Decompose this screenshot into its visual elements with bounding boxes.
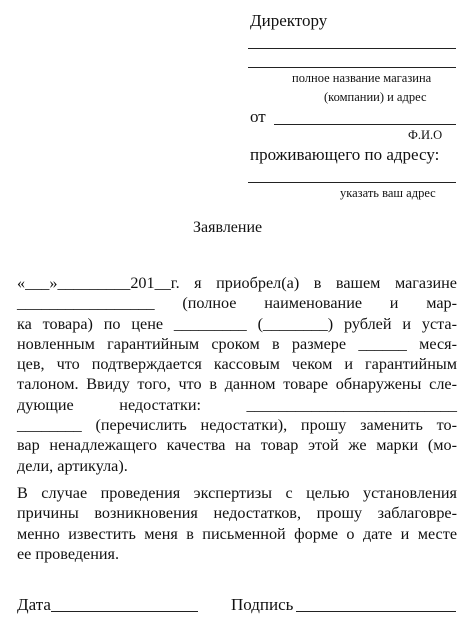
paragraph-line: цев, что подтверждается кассовым чеком и гарантийным bbox=[17, 355, 457, 374]
document-title: Заявление bbox=[193, 219, 263, 236]
paragraph-line: причины возникновения недостатков, прошу заблаговре- bbox=[17, 504, 457, 523]
paragraph-line: _________________ (полное наименование и мар- bbox=[17, 294, 457, 313]
director-name-line bbox=[248, 48, 456, 49]
paragraph-line: дели, артикула). bbox=[17, 456, 128, 475]
signature-line bbox=[296, 611, 456, 612]
paragraph-line: «___»_________201__г. я приобрел(а) в вашем магазине bbox=[17, 274, 457, 292]
store-name-hint-2: (компании) и адрес bbox=[324, 90, 427, 104]
paragraph-line: талоном. Ввиду того, что в данном товаре обнаружены сле- bbox=[17, 375, 457, 394]
paragraph-expertise bbox=[17, 483, 457, 564]
from-label: от bbox=[250, 107, 266, 126]
paragraph-claim bbox=[17, 273, 457, 476]
date-label: Дата bbox=[17, 595, 51, 614]
signature-label: Подпись bbox=[231, 595, 294, 614]
date-line bbox=[51, 611, 198, 612]
recipient-director-label: Директору bbox=[250, 11, 328, 30]
paragraph-line: вар ненадлежащего качества на товар этой же марки (мо- bbox=[17, 436, 457, 455]
address-hint: указать ваш адрес bbox=[340, 186, 436, 200]
store-name-hint-1: полное название магазина bbox=[292, 71, 432, 85]
paragraph-line: В случае проведения экспертизы с целью установления bbox=[17, 484, 457, 502]
paragraph-line: менно известить меня в письменной форме о дате и месте bbox=[17, 524, 457, 543]
fio-hint: Ф.И.О bbox=[408, 128, 443, 142]
paragraph-line: ________ (перечислить недостатки), прошу заменить то- bbox=[17, 416, 457, 435]
store-name-line bbox=[248, 67, 456, 68]
paragraph-line: ее проведения. bbox=[17, 544, 120, 563]
from-name-line bbox=[274, 124, 456, 125]
paragraph-line: дующие недостатки: __________________________ bbox=[17, 395, 457, 414]
paragraph-line: ка товара) по цене _________ (________) рублей и уста- bbox=[17, 314, 457, 333]
residing-label: проживающего по адресу: bbox=[250, 145, 440, 164]
address-line bbox=[248, 182, 456, 183]
paragraph-line: новленным гарантийным сроком в размере ______ меся- bbox=[17, 334, 457, 353]
